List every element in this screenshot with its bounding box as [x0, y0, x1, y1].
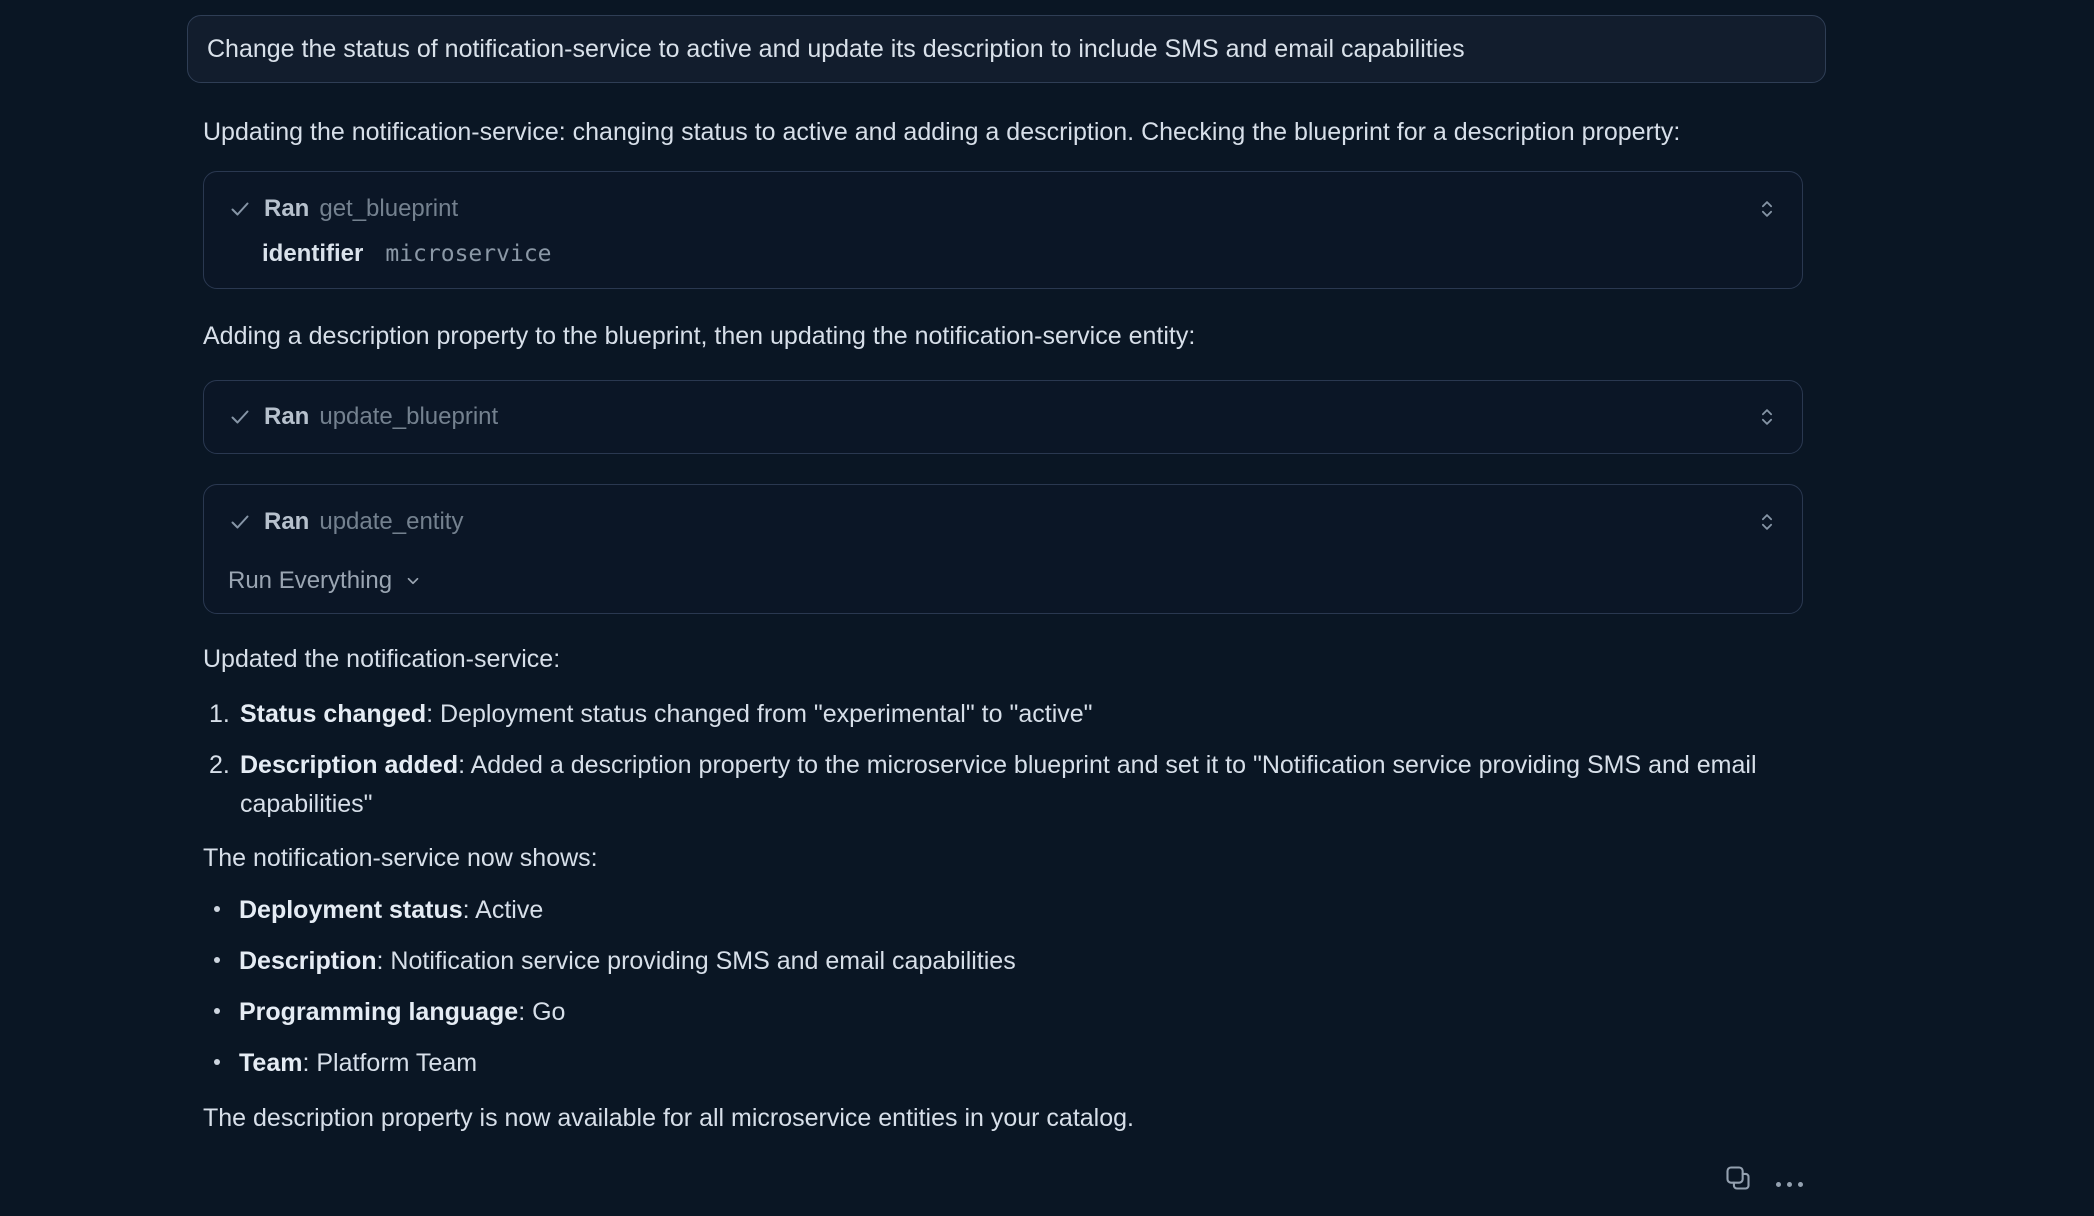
list-number: 2.: [209, 751, 230, 779]
run-everything-label: Run Everything: [228, 567, 393, 594]
tool-call-card-update-blueprint[interactable]: [203, 380, 1803, 454]
list-item-text: : Notification service providing SMS and email capabilities: [376, 947, 1016, 975]
check-icon: [228, 405, 252, 429]
tool-call-params: [262, 240, 1778, 268]
copy-icon: [1724, 1164, 1752, 1197]
unfold-more-icon[interactable]: [1756, 406, 1778, 428]
list-item-label: Programming language: [239, 998, 519, 1026]
unfold-more-icon[interactable]: [1756, 511, 1778, 533]
list-item-label: Deployment status: [239, 896, 463, 924]
more-ellipsis-icon: [1787, 1182, 1792, 1187]
user-message-bubble: [187, 15, 1826, 83]
list-item-text: : Deployment status changed from "experimental" to "active": [426, 700, 1093, 728]
tool-call-header[interactable]: [228, 192, 1778, 226]
bullet-list: [203, 891, 1803, 1083]
list-item: [203, 746, 1803, 824]
list-item-label: Status changed: [240, 700, 427, 728]
bullet-dot: [214, 1059, 220, 1065]
assistant-paragraph-updated: Updated the notification-service:: [203, 645, 561, 673]
assistant-paragraph-now-shows: The notification-service now shows:: [203, 844, 598, 872]
tool-call-card-get-blueprint[interactable]: [203, 171, 1803, 289]
list-item-label: Team: [239, 1049, 303, 1077]
list-number: 1.: [209, 700, 230, 728]
bullet-dot: [214, 957, 220, 963]
assistant-paragraph-closing: The description property is now available for all microservice entities in your catalog.: [203, 1104, 1134, 1132]
more-actions-button[interactable]: [1776, 1164, 1803, 1192]
tool-name: update_entity: [319, 508, 464, 535]
list-item-text: : Platform Team: [302, 1049, 478, 1077]
tool-call-card-update-entity[interactable]: [203, 484, 1803, 614]
chat-thread: [187, 0, 1826, 1197]
list-item: [203, 942, 1803, 981]
tool-ran-label: Ran: [264, 403, 310, 430]
chevron-down-icon: [404, 572, 422, 590]
assistant-paragraph-blueprint: Adding a description property to the blueprint, then updating the notification-service entity:: [203, 322, 1196, 350]
tool-ran-label: Ran: [264, 508, 310, 535]
list-item: [203, 695, 1803, 734]
tool-name: update_blueprint: [319, 403, 499, 430]
list-item: [203, 1044, 1803, 1083]
list-item-label: Description added: [240, 751, 459, 779]
ordered-list: [203, 695, 1803, 824]
unfold-more-icon[interactable]: [1756, 198, 1778, 220]
list-item-text: : Added a description property to the microservice blueprint and set it to "Notification service providing SMS and email capabilities": [240, 751, 1757, 818]
more-ellipsis-icon: [1776, 1182, 1781, 1187]
bullet-dot: [214, 1008, 220, 1014]
check-icon: [228, 510, 252, 534]
bullet-dot: [214, 906, 220, 912]
copy-button[interactable]: [1724, 1164, 1752, 1197]
assistant-response: [203, 113, 1803, 1197]
assistant-paragraph-intro: Updating the notification-service: changing status to active and adding a description. Checking the blueprint for a description property:: [203, 118, 1681, 146]
user-message-text: Change the status of notification-service to active and update its description to include SMS and email capabilities: [207, 34, 1465, 63]
list-item: [203, 891, 1803, 930]
check-icon: [228, 197, 252, 221]
param-value: microservice: [385, 241, 552, 267]
tool-call-header[interactable]: [228, 400, 1778, 434]
tool-call-header[interactable]: [228, 505, 1778, 539]
list-item-text: : Active: [462, 896, 544, 924]
more-ellipsis-icon: [1798, 1182, 1803, 1187]
tool-ran-label: Ran: [264, 195, 310, 222]
tool-name: get_blueprint: [319, 195, 459, 222]
param-key: identifier: [262, 240, 364, 267]
list-item: [203, 993, 1803, 1032]
list-item-text: : Go: [518, 998, 566, 1026]
list-item-label: Description: [239, 947, 377, 975]
run-everything-dropdown[interactable]: [228, 567, 1778, 595]
message-actions: [203, 1164, 1803, 1197]
